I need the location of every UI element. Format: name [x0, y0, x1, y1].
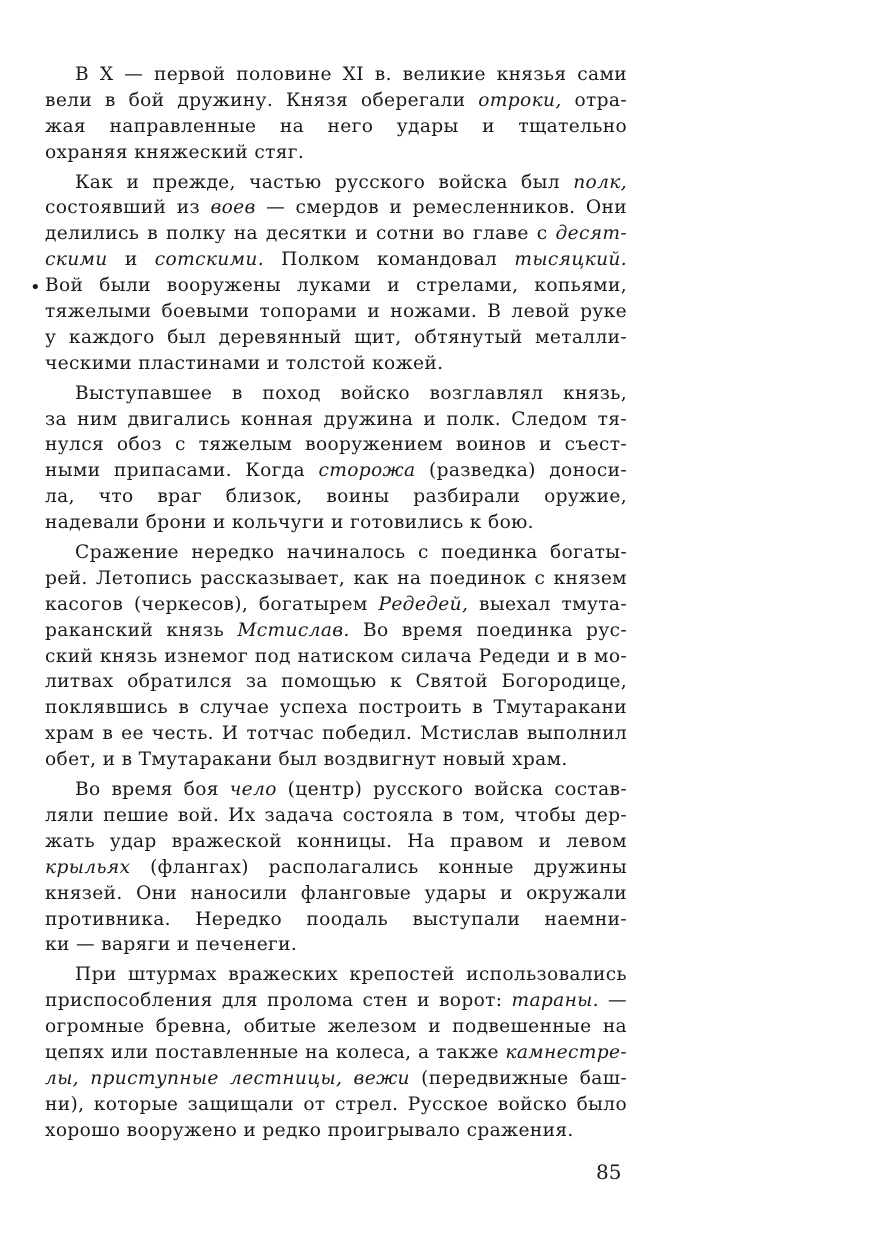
text-run: князей. Они наносили фланговые удары и окружали: [45, 882, 627, 904]
emphasis-term: лы, приступные лестницы, вежи: [45, 1067, 410, 1089]
text-line: [45, 325, 627, 351]
text-run: тяжелыми боевыми топорами и ножами. В левой руке: [45, 301, 627, 323]
text-line: [45, 618, 627, 644]
text-line: [45, 1066, 627, 1092]
document-body: [45, 62, 627, 1144]
text-line: [45, 592, 627, 618]
emphasis-term: Мстислав.: [237, 619, 350, 641]
emphasis-term: сторожа: [318, 460, 416, 482]
emphasis-term: крыльях: [45, 856, 131, 878]
text-run: и: [107, 249, 155, 271]
paragraph: [45, 381, 627, 536]
text-line: [45, 803, 627, 829]
text-run: При штурмах вражеских крепостей использовались: [75, 964, 627, 986]
text-run: хорошо вооружено и редко проигрывало сражения.: [45, 1119, 574, 1141]
text-run: Во время поединка рус-: [349, 619, 627, 641]
text-run: за ним двигались конная дружина и полк. Следом тя-: [45, 408, 627, 430]
text-run: приспособления для пролома стен и ворот:: [45, 990, 512, 1012]
text-line: [45, 195, 627, 221]
text-line: [45, 1118, 627, 1144]
emphasis-term: Редедей,: [378, 593, 469, 615]
text-run: состоявший из: [45, 197, 211, 219]
text-line: [45, 1040, 627, 1066]
emphasis-term: отроки,: [478, 89, 562, 111]
text-line: [45, 510, 627, 536]
text-run: надевали брони и кольчуги и готовились к бою.: [45, 512, 534, 534]
text-line: [45, 273, 627, 299]
text-run: противника. Нередко поодаль выступали наемни-: [45, 908, 627, 930]
emphasis-term: десят-: [555, 223, 627, 245]
text-run: храм в ее честь. И тотчас победил. Мстислав выполнил: [45, 723, 627, 745]
text-run: поклявшись в случае успеха построить в Тмутаракани: [45, 697, 627, 719]
text-line: [45, 432, 627, 458]
text-line: [45, 247, 627, 273]
text-line: [45, 540, 627, 566]
text-line: [45, 299, 627, 325]
text-run: В X — первой половине XI в. великие князья сами: [75, 64, 627, 85]
text-run: цепях или поставленные на колеса, а также: [45, 1041, 506, 1063]
text-run: нулся обоз с тяжелым вооружением воинов и съест-: [45, 434, 627, 456]
page-number: 85: [596, 1160, 622, 1184]
text-run: раканский князь: [45, 619, 238, 641]
text-line: [45, 644, 627, 670]
text-line: [45, 114, 627, 140]
paragraph: [45, 62, 627, 166]
text-run: делились в полку на десятки и сотни во главе с: [45, 223, 556, 245]
emphasis-term: тысяцкий.: [514, 249, 628, 271]
text-run: выехал тмута-: [468, 593, 627, 615]
paragraph: [45, 170, 627, 377]
paragraph: [45, 777, 627, 958]
text-line: [45, 932, 627, 958]
emphasis-term: тараны.: [511, 990, 599, 1012]
text-run: касогов (черкесов), богатырем: [45, 593, 379, 615]
text-run: ский князь изнемог под натиском силача Редеди и в мо-: [45, 645, 627, 667]
emphasis-term: чело: [229, 779, 277, 801]
text-run: ляли пешие вой. Их задача состояла в том, чтобы дер-: [45, 804, 627, 826]
text-line: [45, 62, 627, 88]
text-line: [45, 777, 627, 803]
text-run: литвах обратился за помощью к Святой Богородице,: [45, 671, 627, 693]
text-run: у каждого был деревянный щит, обтянутый металли-: [45, 326, 627, 348]
text-line: [45, 221, 627, 247]
text-run: Полком командовал: [263, 249, 515, 271]
text-line: [45, 88, 627, 114]
text-line: [45, 829, 627, 855]
text-run: Как и прежде, частью русского войска был: [75, 171, 574, 193]
text-run: (флангах) располагались конные дружины: [130, 856, 627, 878]
paragraph: [45, 962, 627, 1143]
emphasis-term: камнестре-: [505, 1041, 627, 1063]
text-line: [45, 907, 627, 933]
text-run: обет, и в Тмутаракани был воздвигнут новый храм.: [45, 749, 568, 771]
text-line: [45, 1092, 627, 1118]
text-line: [45, 381, 627, 407]
text-line: [45, 1014, 627, 1040]
text-run: ческими пластинами и толстой кожей.: [45, 352, 444, 374]
text-line: [45, 351, 627, 377]
text-line: [45, 458, 627, 484]
text-line: [45, 881, 627, 907]
text-run: (центр) русского войска состав-: [276, 779, 627, 801]
text-run: ки — варяги и печенеги.: [45, 934, 298, 956]
text-line: [45, 695, 627, 721]
text-line: [45, 669, 627, 695]
text-run: охраняя княжеский стяг.: [45, 141, 305, 163]
text-line: [45, 962, 627, 988]
text-line: [45, 747, 627, 773]
text-line: [45, 140, 627, 166]
text-line: [45, 566, 627, 592]
text-run: —: [598, 990, 627, 1012]
text-run: жая направленные на него удары и тщательно: [45, 115, 627, 137]
emphasis-term: скими: [45, 249, 108, 271]
text-run: отра-: [561, 89, 627, 111]
text-run: ными припасами. Когда: [45, 460, 319, 482]
text-line: [45, 721, 627, 747]
text-line: [45, 855, 627, 881]
text-run: ни), которые защищали от стрел. Русское войско было: [45, 1093, 627, 1115]
emphasis-term: воев: [210, 197, 256, 219]
text-line: [45, 170, 627, 196]
emphasis-term: полк,: [573, 171, 627, 193]
text-line: [45, 407, 627, 433]
text-run: ла, что враг близок, воины разбирали оружие,: [45, 486, 627, 508]
text-run: Вой были вооружены луками и стрелами, копьями,: [45, 275, 627, 297]
text-run: жать удар вражеской конницы. На правом и левом: [45, 830, 627, 852]
margin-dot: •: [30, 277, 41, 298]
text-run: Выступавшее в поход войско возглавлял князь,: [75, 382, 627, 404]
text-run: рей. Летопись рассказывает, как на поединок с князем: [45, 567, 627, 589]
text-run: Во время боя: [75, 779, 230, 801]
text-run: Сражение нередко начиналось с поединка богаты-: [75, 542, 627, 564]
text-run: вели в бой дружину. Князя оберегали: [45, 89, 479, 111]
text-run: (передвижные баш-: [409, 1067, 628, 1089]
text-run: — смердов и ремесленников. Они: [255, 197, 627, 219]
text-run: огромные бревна, обитые железом и подвешенные на: [45, 1016, 627, 1038]
text-line: [45, 484, 627, 510]
emphasis-term: сотскими.: [154, 249, 264, 271]
text-run: (разведка) доноси-: [415, 460, 627, 482]
paragraph: [45, 540, 627, 773]
text-line: [45, 988, 627, 1014]
